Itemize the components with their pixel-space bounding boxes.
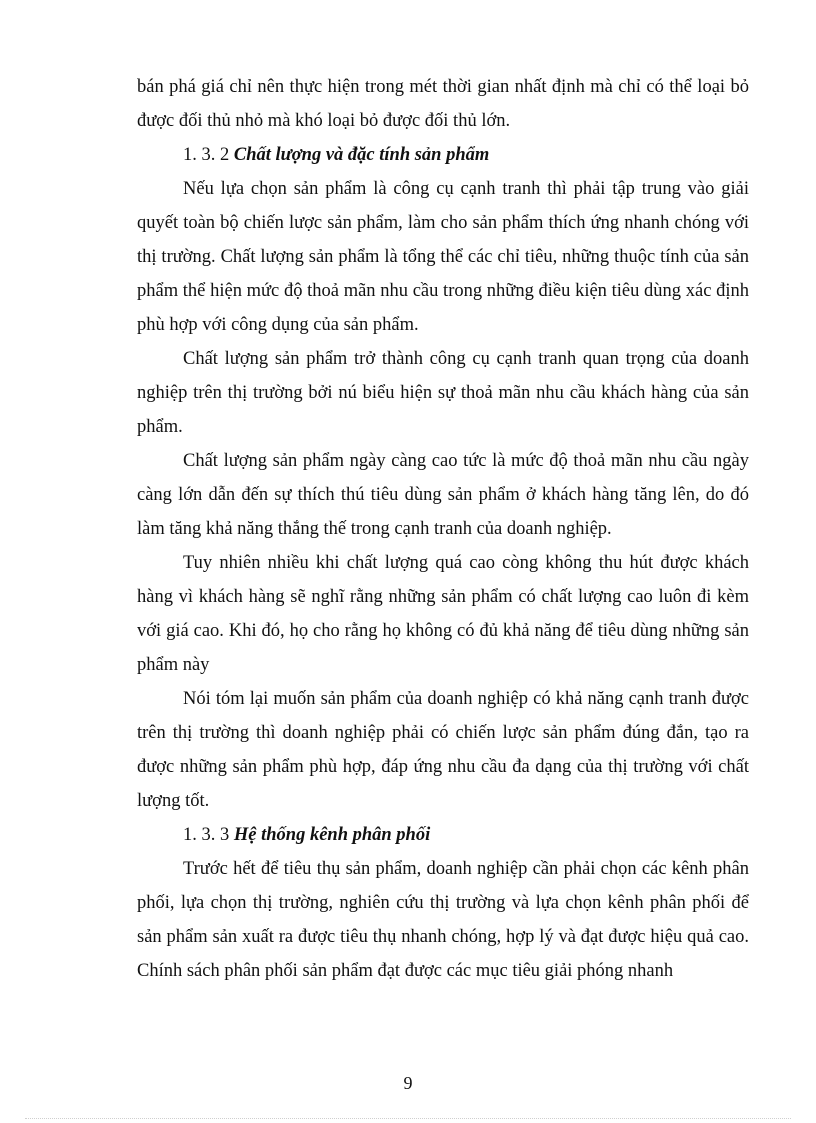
paragraph: Tuy nhiên nhiều khi chất lượng quá cao còng không thu hút được khách hàng vì khách hàng sẽ nghĩ rằng những sản phẩm có chất lượng cao luôn đi kèm với giá cao. Khi đó, họ cho rằng họ không có đủ khả năng để tiêu dùng những sản phẩm này (137, 553, 749, 675)
section-number: 1. 3. 2 (183, 145, 230, 165)
paragraph: Nếu lựa chọn sản phẩm là công cụ cạnh tranh thì phải tập trung vào giải quyết toàn bộ chiến lược sản phẩm, làm cho sản phẩm thích ứng nhanh chóng với thị trường. Chất lượng sản phẩm là tổng thể các chỉ tiêu, những thuộc tính của sản phẩm thể hiện mức độ thoả mãn nhu cầu trong những điều kiện tiêu dùng xác định phù hợp với công dụng của sản phẩm. (137, 179, 749, 335)
page-number: 9 (403, 1073, 413, 1093)
section-number: 1. 3. 3 (183, 825, 230, 845)
document-body (137, 70, 749, 988)
section-title: Chất lượng và đặc tính sản phẩm (233, 145, 490, 165)
paragraph: Trước hết để tiêu thụ sản phẩm, doanh nghiệp cần phải chọn các kênh phân phối, lựa chọn thị trường, nghiên cứu thị trường và lựa chọn kênh phân phối để sản phẩm sản xuất ra được tiêu thụ nhanh chóng, hợp lý và đạt được hiệu quả cao. Chính sách phân phối sản phẩm đạt được các mục tiêu giải phóng nhanh (137, 859, 749, 981)
section-heading-1-3-2 (137, 138, 749, 172)
paragraph: Chất lượng sản phẩm ngày càng cao tức là mức độ thoả mãn nhu cầu ngày càng lớn dẫn đến sự thích thú tiêu dùng sản phẩm ở khách hàng tăng lên, do đó làm tăng khả năng thắng thế trong cạnh tranh của doanh nghiệp. (137, 451, 749, 539)
section-heading-1-3-3 (137, 818, 749, 852)
paragraph: Chất lượng sản phẩm trở thành công cụ cạnh tranh quan trọng của doanh nghiệp trên thị trường bởi nú biểu hiện sự thoả mãn nhu cầu khách hàng của sản phẩm. (137, 349, 749, 437)
paragraph: Nói tóm lại muốn sản phẩm của doanh nghiệp có khả năng cạnh tranh được trên thị trường thì doanh nghiệp phải có chiến lược sản phẩm đúng đắn, tạo ra được những sản phẩm phù hợp, đáp ứng nhu cầu đa dạng của thị trường với chất lượng tốt. (137, 689, 749, 811)
section-title: Hệ thống kênh phân phối (233, 825, 431, 845)
page-bottom-divider (25, 1118, 791, 1119)
paragraph-continuation: bán phá giá chỉ nên thực hiện trong mét thời gian nhất định mà chỉ có thể loại bỏ được đối thủ nhỏ mà khó loại bỏ được đối thủ lớn. (137, 77, 749, 131)
